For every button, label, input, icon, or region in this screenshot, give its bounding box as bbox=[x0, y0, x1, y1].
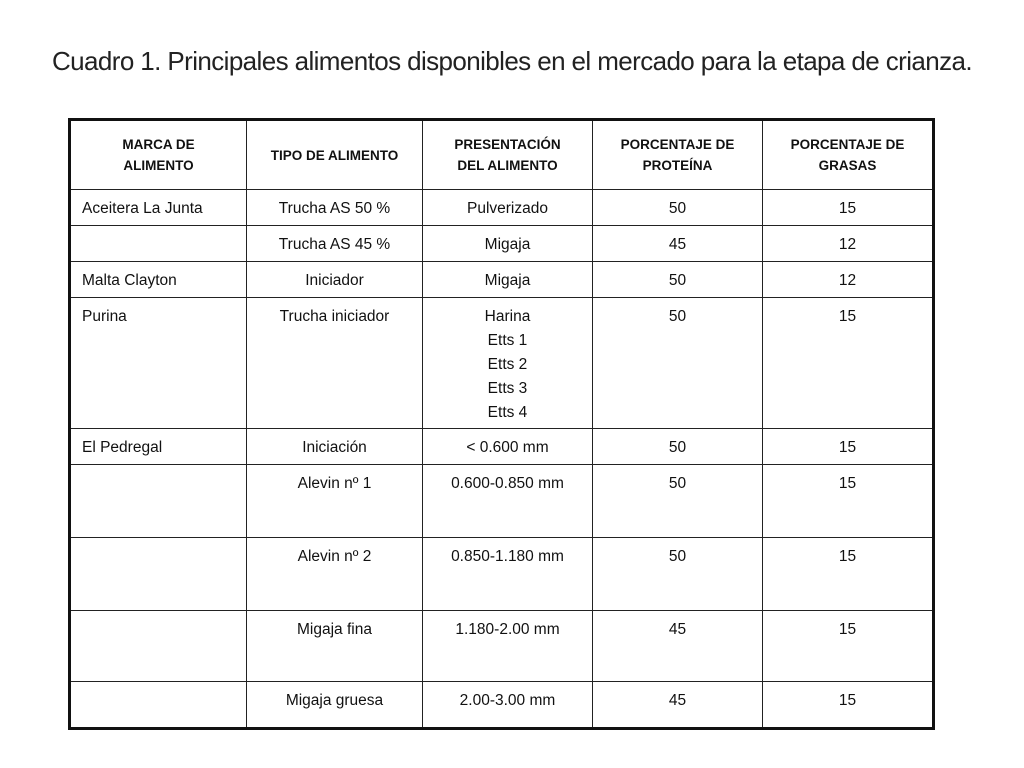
header-type-line: TIPO DE ALIMENTO bbox=[270, 147, 399, 163]
table-header-row bbox=[70, 120, 934, 190]
cell-protein: 50 bbox=[593, 298, 763, 429]
cell-type: Migaja gruesa bbox=[247, 682, 423, 729]
cell-type: Trucha iniciador bbox=[247, 298, 423, 429]
table-row bbox=[70, 538, 934, 611]
presentation-line: Etts 4 bbox=[487, 404, 528, 421]
table-row bbox=[70, 611, 934, 682]
cell-type: Alevin nº 1 bbox=[247, 465, 423, 538]
header-presentation-line: DEL ALIMENTO bbox=[457, 158, 558, 173]
cell-brand: Purina bbox=[70, 298, 247, 429]
cell-fat: 15 bbox=[763, 298, 934, 429]
presentation-line: 0.850-1.180 mm bbox=[451, 548, 564, 565]
cell-protein: 45 bbox=[593, 682, 763, 729]
cell-presentation bbox=[423, 262, 593, 298]
feed-table bbox=[68, 118, 935, 730]
cell-protein: 50 bbox=[593, 465, 763, 538]
presentation-line: < 0.600 mm bbox=[466, 439, 549, 456]
cell-type: Trucha AS 50 % bbox=[247, 190, 423, 226]
presentation-line: Migaja bbox=[484, 236, 531, 253]
header-protein-line: PORCENTAJE DE bbox=[620, 137, 735, 152]
header-fat-line: PORCENTAJE DE bbox=[790, 137, 905, 152]
cell-protein: 45 bbox=[593, 226, 763, 262]
header-brand bbox=[70, 120, 247, 190]
page-title: Cuadro 1. Principales alimentos disponibles en el mercado para la etapa de crianza. bbox=[52, 46, 972, 76]
cell-brand bbox=[70, 682, 247, 729]
table-row bbox=[70, 298, 934, 429]
cell-fat: 15 bbox=[763, 682, 934, 729]
presentation-line: 2.00-3.00 mm bbox=[459, 692, 556, 709]
cell-brand: El Pedregal bbox=[70, 429, 247, 465]
cell-fat: 15 bbox=[763, 611, 934, 682]
cell-brand bbox=[70, 465, 247, 538]
cell-fat: 12 bbox=[763, 226, 934, 262]
header-presentation bbox=[423, 120, 593, 190]
cell-type: Migaja fina bbox=[247, 611, 423, 682]
cell-type: Alevin nº 2 bbox=[247, 538, 423, 611]
cell-type: Iniciación bbox=[247, 429, 423, 465]
cell-presentation bbox=[423, 190, 593, 226]
presentation-line: Etts 3 bbox=[487, 380, 528, 397]
table-row bbox=[70, 429, 934, 465]
cell-protein: 50 bbox=[593, 538, 763, 611]
cell-fat: 15 bbox=[763, 190, 934, 226]
cell-protein: 45 bbox=[593, 611, 763, 682]
table-row bbox=[70, 190, 934, 226]
presentation-line: Migaja bbox=[484, 272, 531, 289]
cell-brand: Malta Clayton bbox=[70, 262, 247, 298]
cell-presentation bbox=[423, 226, 593, 262]
cell-fat: 12 bbox=[763, 262, 934, 298]
cell-protein: 50 bbox=[593, 190, 763, 226]
cell-brand bbox=[70, 538, 247, 611]
header-fat-line: GRASAS bbox=[818, 158, 877, 173]
header-fat bbox=[763, 120, 934, 190]
presentation-line: Etts 1 bbox=[487, 332, 528, 349]
cell-type: Trucha AS 45 % bbox=[247, 226, 423, 262]
cell-protein: 50 bbox=[593, 262, 763, 298]
cell-presentation bbox=[423, 429, 593, 465]
cell-presentation bbox=[423, 538, 593, 611]
header-protein-line: PROTEÍNA bbox=[642, 158, 713, 173]
cell-presentation bbox=[423, 682, 593, 729]
cell-type: Iniciador bbox=[247, 262, 423, 298]
presentation-line: Harina bbox=[484, 308, 531, 325]
cell-brand bbox=[70, 226, 247, 262]
presentation-line: Pulverizado bbox=[467, 200, 548, 217]
table-row bbox=[70, 226, 934, 262]
header-protein bbox=[593, 120, 763, 190]
header-brand-line: MARCA DE bbox=[122, 137, 195, 152]
cell-presentation bbox=[423, 611, 593, 682]
cell-brand: Aceitera La Junta bbox=[70, 190, 247, 226]
header-type bbox=[247, 120, 423, 190]
cell-presentation bbox=[423, 465, 593, 538]
cell-fat: 15 bbox=[763, 538, 934, 611]
table-row bbox=[70, 682, 934, 729]
table-row bbox=[70, 465, 934, 538]
cell-fat: 15 bbox=[763, 429, 934, 465]
presentation-line: 1.180-2.00 mm bbox=[455, 621, 560, 638]
cell-presentation bbox=[423, 298, 593, 429]
header-brand-line: ALIMENTO bbox=[123, 158, 194, 173]
cell-fat: 15 bbox=[763, 465, 934, 538]
presentation-line: 0.600-0.850 mm bbox=[451, 475, 564, 492]
cell-protein: 50 bbox=[593, 429, 763, 465]
cell-brand bbox=[70, 611, 247, 682]
table-row bbox=[70, 262, 934, 298]
presentation-line: Etts 2 bbox=[487, 356, 528, 373]
header-presentation-line: PRESENTACIÓN bbox=[454, 137, 561, 152]
